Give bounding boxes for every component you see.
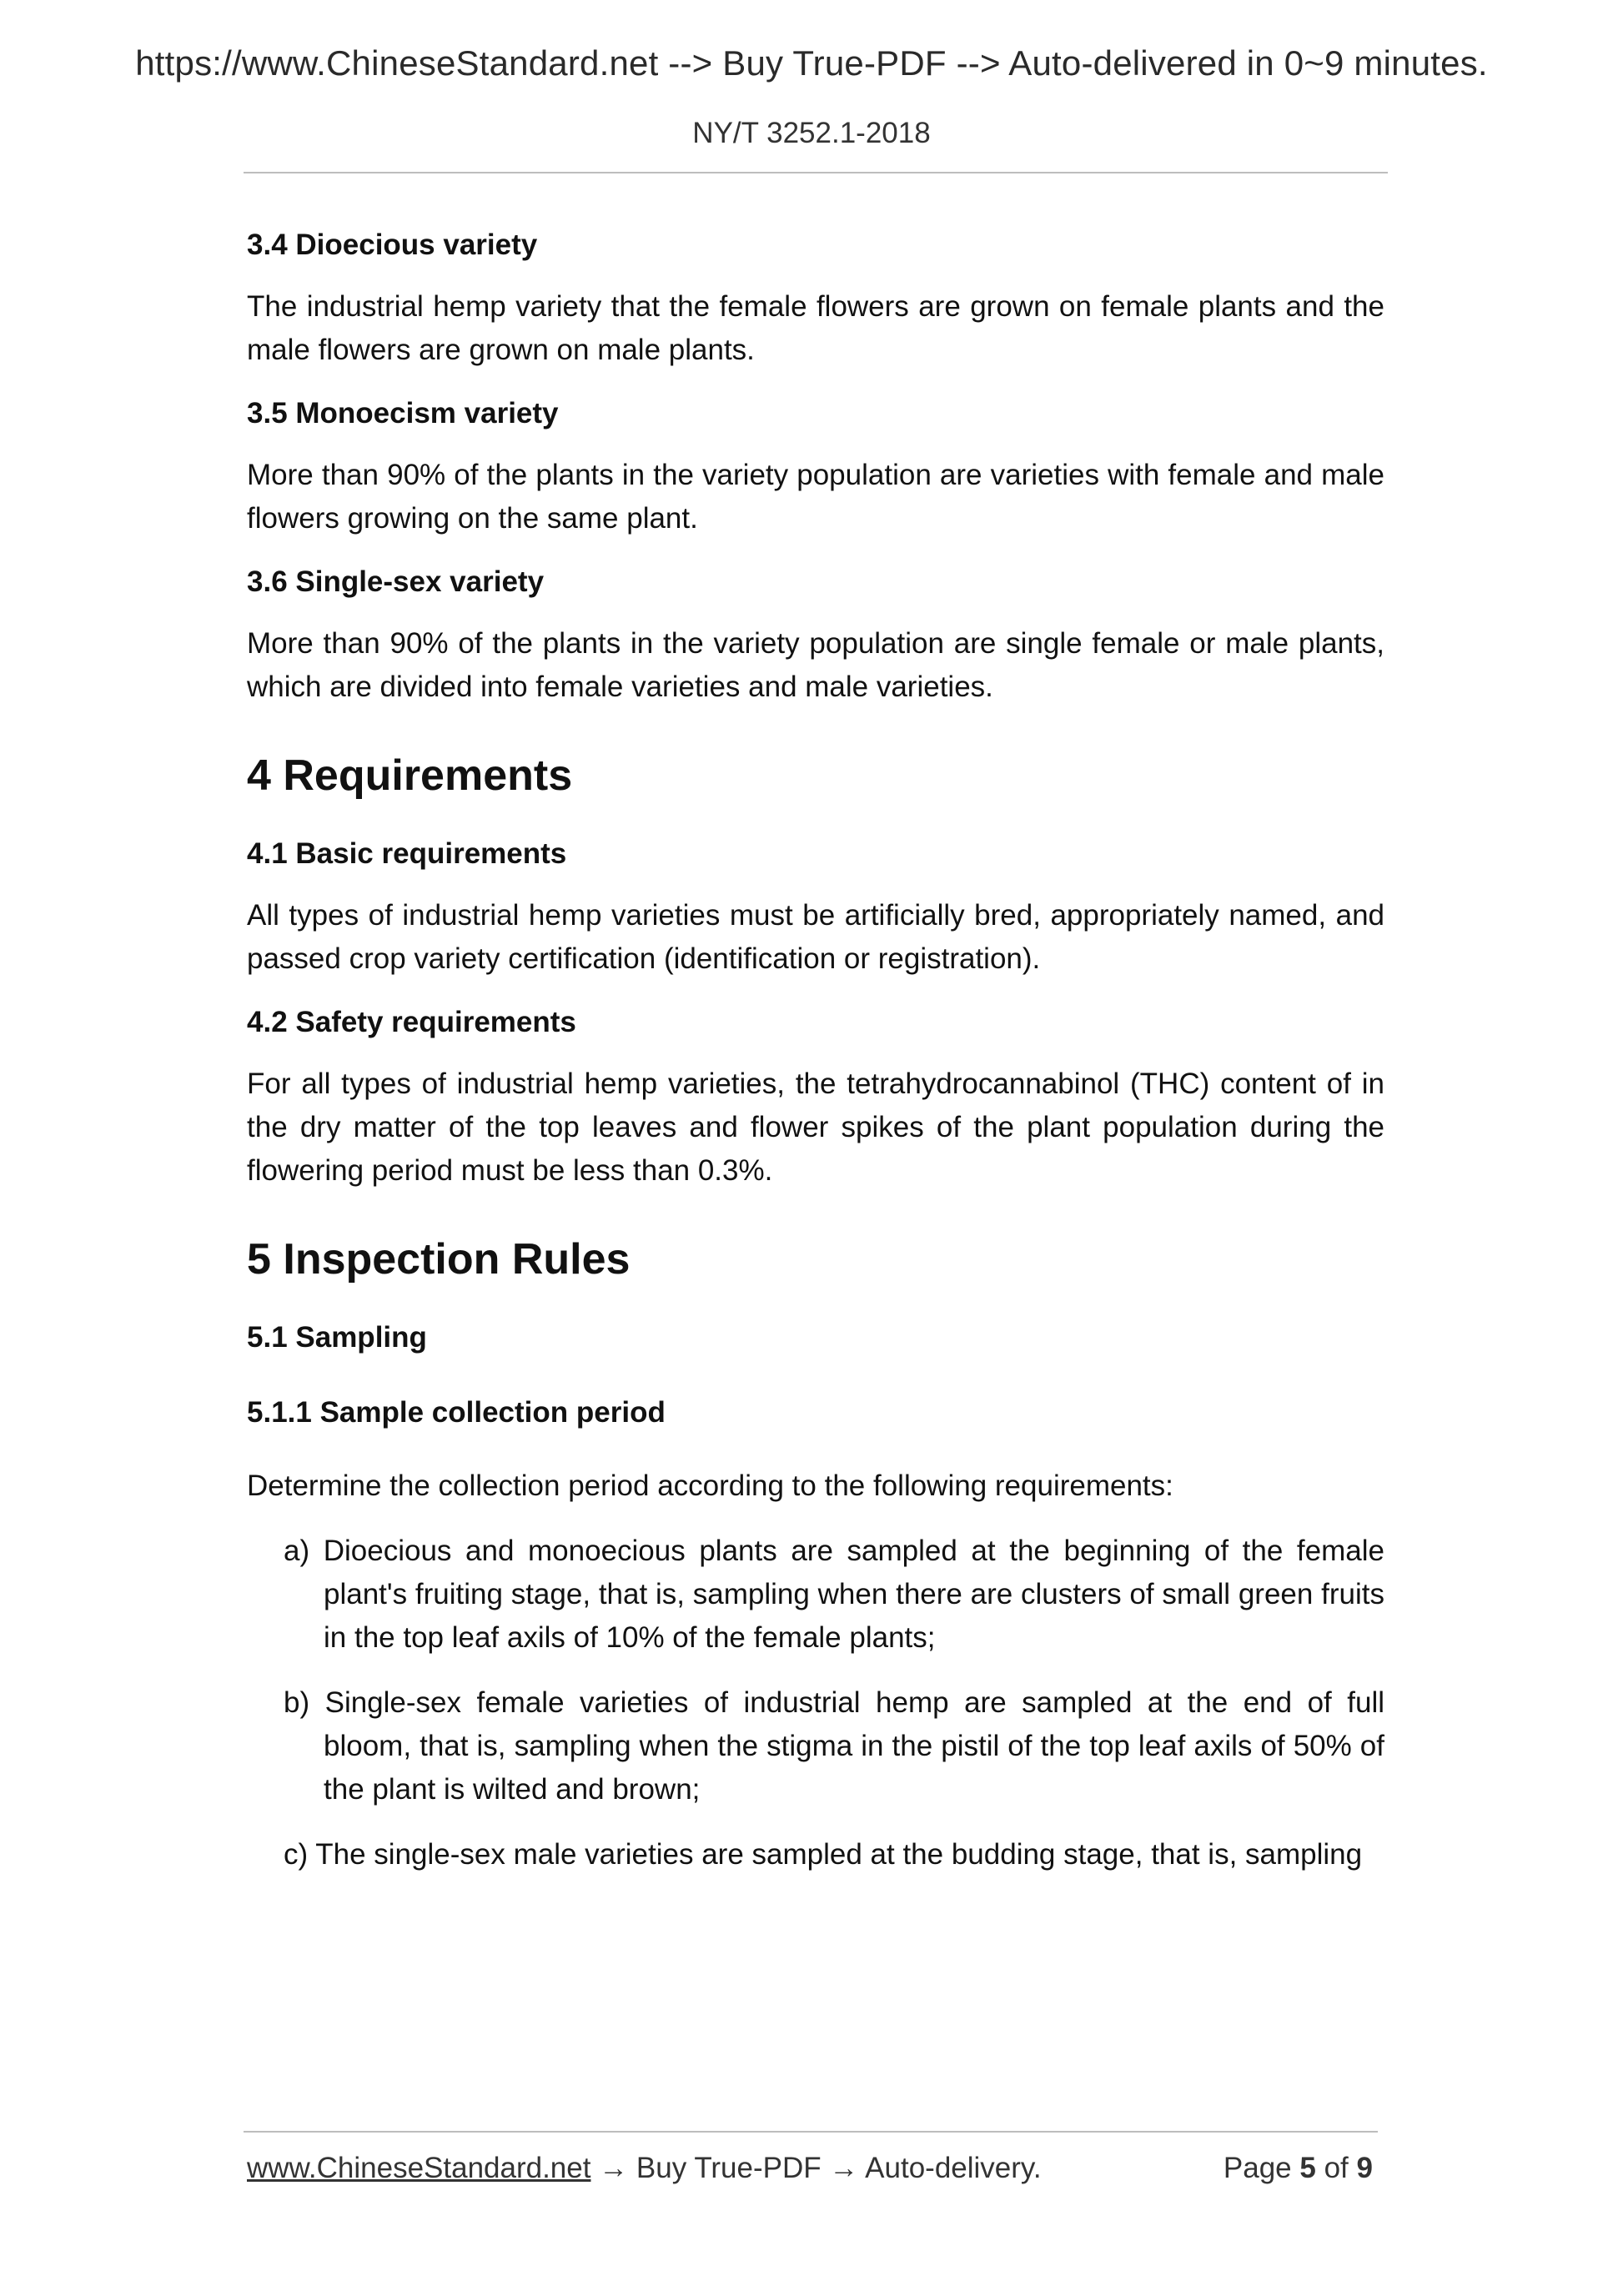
page-indicator [1224, 2152, 1373, 2185]
page-content [247, 225, 1384, 1876]
page-label: Page [1223, 2152, 1292, 2184]
footer-divider [244, 2131, 1378, 2133]
section-4-2-title: 4.2 Safety requirements [247, 1006, 576, 1038]
footer-promo [247, 2152, 1042, 2185]
document-code: NY/T 3252.1-2018 [692, 117, 931, 149]
footer-site-link[interactable]: www.ChineseStandard.net [247, 2152, 591, 2184]
section-3-6-title: 3.6 Single-sex variety [247, 565, 545, 598]
section-3-4-text: The industrial hemp variety that the female flowers are grown on female plants and the male flowers are grown on male plants. [247, 290, 1384, 366]
section-4-2-text: For all types of industrial hemp varieties, the tetrahydrocannabinol (THC) content of in the dry matter of the top leaves and flower spikes of the plant population during the flowering period must be less than 0.3%. [247, 1068, 1384, 1187]
section-3-5-title: 3.5 Monoecism variety [247, 397, 559, 430]
section-3-6-text: More than 90% of the plants in the variety population are single female or male plants, which are divided into female varieties and male varieties. [247, 627, 1384, 703]
list-item-a: a) Dioecious and monoecious plants are sampled at the beginning of the female plant's fruiting stage, that is, sampling when there are clusters of small green fruits in the top leaf axils of 10% of the female plants; [284, 1535, 1384, 1654]
list-item-b: b) Single-sex female varieties of industrial hemp are sampled at the end of full bloom, that is, sampling when the stigma in the pistil of the top leaf axils of 50% of the plant is wilted and brown; [284, 1686, 1384, 1806]
section-4-1-text: All types of industrial hemp varieties must be artificially bred, appropriately named, and passed crop variety certification (identification or registration). [247, 899, 1384, 975]
section-5-1-1-title: 5.1.1 Sample collection period [247, 1396, 666, 1429]
page-total: 9 [1356, 2152, 1373, 2184]
section-5-1-title: 5.1 Sampling [247, 1321, 427, 1354]
section-4-1-title: 4.1 Basic requirements [247, 837, 567, 870]
section-5-title: 5 Inspection Rules [247, 1235, 631, 1284]
page-number: 5 [1299, 2152, 1316, 2184]
section-3-5-text: More than 90% of the plants in the variety population are varieties with female and male flowers growing on the same plant. [247, 459, 1384, 535]
source-banner: https://www.ChineseStandard.net --> Buy True-PDF --> Auto-delivered in 0~9 minutes. [135, 43, 1488, 83]
section-3-4-title: 3.4 Dioecious variety [247, 229, 538, 261]
section-4-title: 4 Requirements [247, 751, 573, 800]
footer-promo-text: → Buy True-PDF → Auto-delivery. [590, 2152, 1042, 2184]
list-item-c: c) The single-sex male varieties are sampled at the budding stage, that is, sampling [284, 1838, 1363, 1871]
of-label: of [1324, 2152, 1349, 2184]
header-divider [244, 172, 1388, 173]
section-5-1-1-intro: Determine the collection period according to the following requirements: [247, 1470, 1173, 1502]
